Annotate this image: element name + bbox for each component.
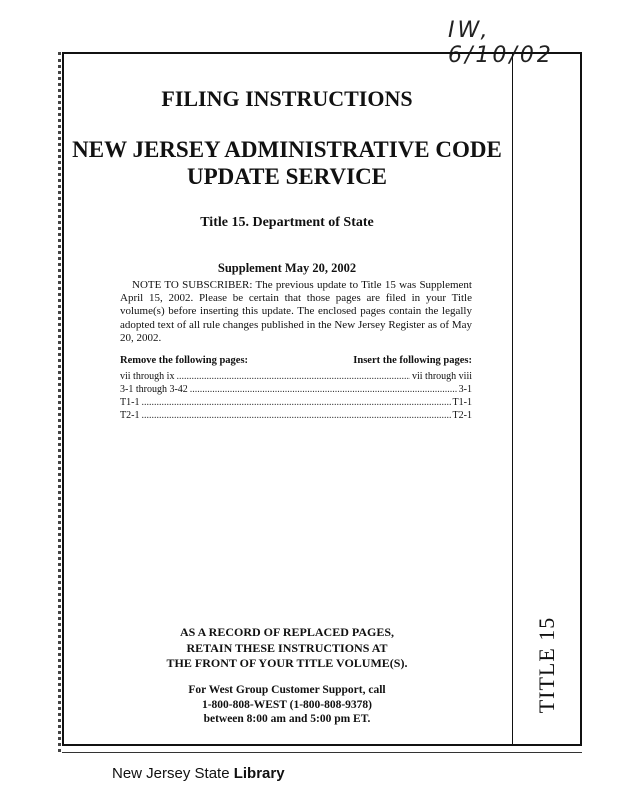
side-tab [512, 610, 582, 720]
side-tab-label: TITLE 15 [534, 616, 559, 714]
table-row [120, 383, 472, 396]
remove-pages: T1-1 [120, 397, 140, 408]
pages-table-header [120, 355, 472, 366]
leader-dots [141, 409, 450, 422]
code-title-line1: NEW JERSEY ADMINISTRATIVE CODE [72, 137, 502, 162]
insert-pages: T1-1 [452, 397, 472, 408]
library-stamp-part1: New Jersey State [112, 765, 234, 782]
library-stamp [112, 765, 285, 782]
handwritten-annotation: IW, 6/10/02 [448, 18, 554, 68]
remove-pages: vii through ix [120, 371, 175, 382]
record-line2: RETAIN THESE INSTRUCTIONS AT [186, 640, 388, 655]
insert-header: Insert the following pages: [353, 355, 472, 366]
code-title [62, 136, 512, 190]
table-row [120, 370, 472, 383]
insert-pages: T2-1 [452, 410, 472, 421]
supplement-date: Supplement May 20, 2002 [217, 261, 357, 275]
pages-table [120, 370, 472, 422]
customer-support [62, 683, 512, 727]
record-line1: AS A RECORD OF REPLACED PAGES, [179, 625, 395, 639]
record-line3: THE FRONT OF YOUR TITLE VOLUME(S). [166, 656, 408, 670]
code-title-line2: UPDATE SERVICE [186, 164, 388, 189]
subscriber-note: NOTE TO SUBSCRIBER: The previous update to Title 15 was Supplement April 15, 2002. Please be certain that those pages are filed in your Title volume(s) before inserting this update. The enclosed pages contain the legally adopted text of all rule changes published in the New Jersey Register as of May 20, 2002. [120, 279, 472, 344]
table-row [120, 409, 472, 422]
frame-bottom-rule [62, 752, 582, 753]
remove-pages: 3-1 through 3-42 [120, 384, 188, 395]
leader-dots [190, 383, 457, 396]
remove-header: Remove the following pages: [120, 355, 249, 366]
insert-pages: vii through viii [412, 371, 472, 382]
heading: FILING INSTRUCTIONS [161, 86, 413, 111]
support-line1: For West Group Customer Support, call [188, 684, 386, 696]
title-line: Title 15. Department of State [200, 215, 374, 230]
library-stamp-part2: Library [233, 765, 285, 782]
leader-dots [176, 370, 410, 383]
support-phone: 1-800-808-WEST (1-800-808-9378) [201, 698, 373, 711]
support-hours: between 8:00 am and 5:00 pm ET. [203, 713, 371, 725]
record-instructions [62, 625, 512, 672]
leader-dots [141, 396, 450, 409]
insert-pages: 3-1 [458, 384, 472, 395]
perforation-edge [58, 52, 61, 752]
table-row [120, 396, 472, 409]
remove-pages: T2-1 [120, 410, 140, 421]
